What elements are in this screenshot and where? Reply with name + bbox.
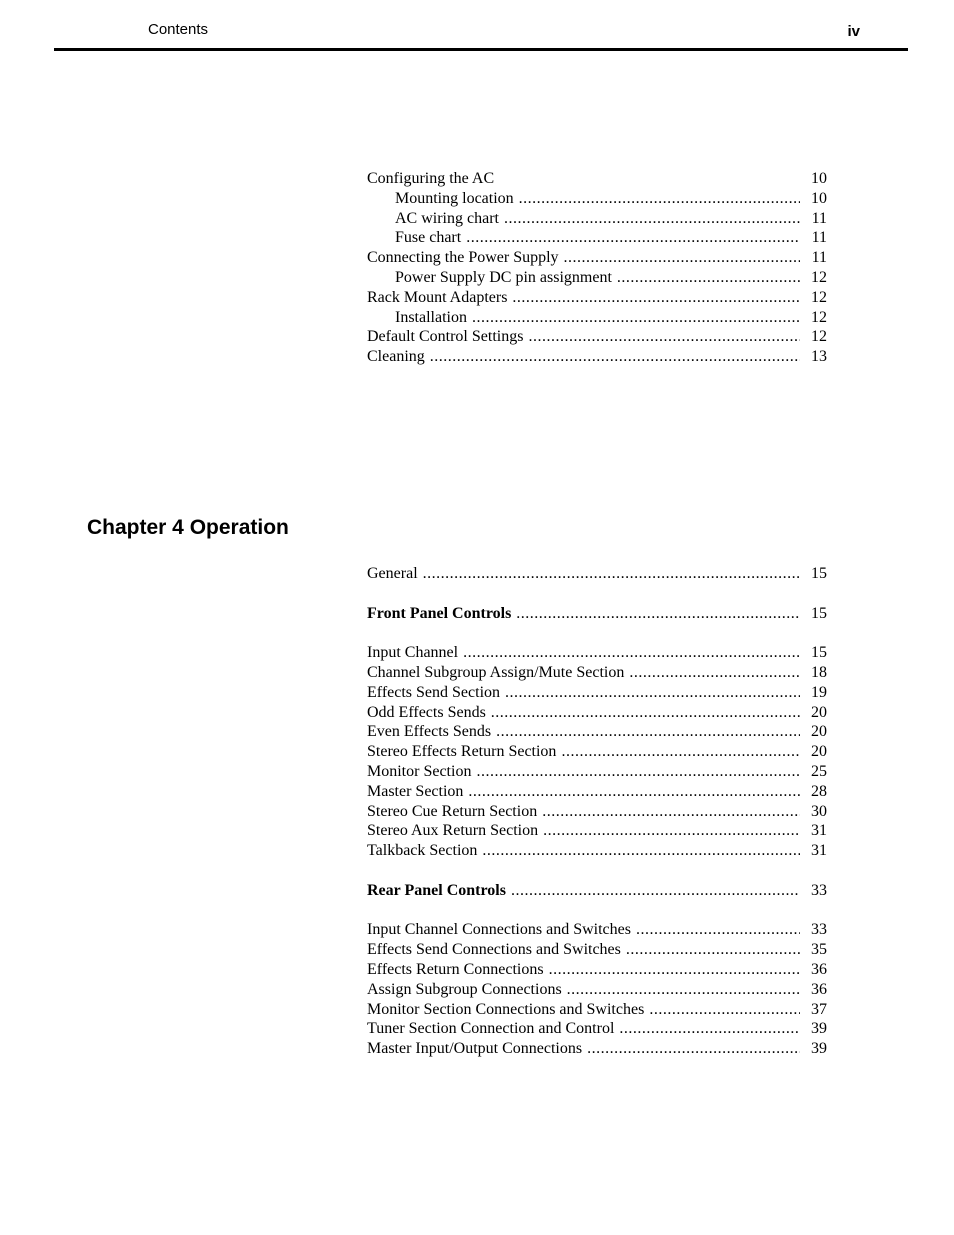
- toc-entry[interactable]: [367, 980, 827, 1000]
- toc-entry-page-number: 10: [811, 189, 827, 207]
- toc-dot-leader: [629, 663, 800, 683]
- toc-entry-title: Tuner Section Connection and Control: [367, 1020, 615, 1038]
- toc-entry[interactable]: [367, 268, 827, 288]
- toc-entry[interactable]: [367, 327, 827, 347]
- toc-entry[interactable]: [367, 920, 827, 940]
- toc-entry-title: AC wiring chart: [395, 209, 499, 227]
- toc-dot-leader: [472, 308, 800, 328]
- toc-entry-page-number: 15: [811, 565, 827, 582]
- toc-entry-page-number: 35: [811, 941, 827, 959]
- toc-entry-title: Even Effects Sends: [367, 723, 492, 741]
- toc-entry[interactable]: [367, 1019, 827, 1039]
- toc-entry[interactable]: [367, 228, 827, 248]
- toc-entry-page-number: 36: [811, 980, 827, 998]
- toc-entry-title: Stereo Effects Return Section: [367, 743, 557, 761]
- toc-entry[interactable]: [367, 169, 827, 189]
- toc-entry[interactable]: [367, 960, 827, 980]
- toc-entry[interactable]: [367, 308, 827, 328]
- toc-entry[interactable]: [367, 940, 827, 960]
- toc-dot-leader: [505, 683, 800, 703]
- toc-entry-page-number: 13: [811, 348, 827, 366]
- toc-entry[interactable]: [367, 703, 827, 723]
- toc-entry-title: Master Section: [367, 782, 464, 800]
- toc-entry-title: General: [367, 565, 418, 582]
- toc-entry-page-number: 39: [811, 1040, 827, 1058]
- toc-entry-page-number: 20: [811, 703, 827, 721]
- toc-entry[interactable]: [367, 821, 827, 841]
- toc-entry[interactable]: [367, 663, 827, 683]
- toc-entry[interactable]: [367, 248, 827, 268]
- toc-entry-title: Front Panel Controls: [367, 604, 512, 622]
- toc-entry[interactable]: [367, 347, 827, 367]
- toc-entry-page-number: 20: [811, 743, 827, 761]
- toc-entry[interactable]: [367, 209, 827, 229]
- toc-entry-title: Power Supply DC pin assignment: [395, 268, 612, 286]
- toc-entry-page-number: 12: [811, 268, 827, 286]
- toc-dot-leader: [549, 960, 800, 980]
- toc-entry[interactable]: [367, 841, 827, 861]
- toc-entry-title: Default Control Settings: [367, 328, 524, 346]
- toc-entry[interactable]: [367, 881, 827, 901]
- toc-dot-leader: [542, 802, 800, 822]
- toc-entry-title: Input Channel: [367, 644, 459, 662]
- toc-entry-title: Monitor Section: [367, 762, 472, 780]
- toc-entry-page-number: 15: [811, 604, 827, 622]
- toc-entry[interactable]: [367, 1000, 827, 1020]
- toc-entry-page-number: 12: [811, 308, 827, 326]
- toc-entry-page-number: 11: [811, 209, 827, 227]
- toc-dot-leader: [504, 209, 800, 229]
- toc-dot-leader: [543, 821, 800, 841]
- toc-dot-leader: [491, 703, 800, 723]
- toc-list-installation: [367, 169, 827, 367]
- toc-dot-leader: [561, 742, 800, 762]
- toc-entry-title: Installation: [395, 308, 467, 326]
- toc-entry-title: Rear Panel Controls: [367, 881, 506, 899]
- toc-entry[interactable]: [367, 189, 827, 209]
- toc-entry[interactable]: [367, 683, 827, 703]
- toc-entry[interactable]: [367, 742, 827, 762]
- toc-entry-title: Cleaning: [367, 348, 425, 366]
- toc-entry-page-number: 18: [811, 663, 827, 681]
- toc-entry-page-number: 11: [811, 229, 827, 247]
- toc-dot-leader: [496, 722, 800, 742]
- toc-entry-title: Mounting location: [395, 189, 514, 207]
- toc-entry-title: Connecting the Power Supply: [367, 249, 559, 267]
- toc-entry-page-number: 12: [811, 288, 827, 306]
- toc-entry-page-number: 11: [811, 249, 827, 267]
- toc-entry-title: Master Input/Output Connections: [367, 1040, 583, 1058]
- toc-dot-leader: [430, 347, 800, 367]
- toc-dot-leader: [511, 881, 800, 901]
- toc-entry-page-number: 37: [811, 1000, 827, 1018]
- toc-entry-page-number: 10: [811, 170, 827, 187]
- toc-dot-leader: [617, 268, 800, 288]
- toc-dot-leader: [468, 782, 800, 802]
- toc-entry-page-number: 28: [811, 782, 827, 800]
- toc-entry-title: Configuring the AC: [367, 170, 495, 187]
- running-header-section: Contents: [148, 21, 209, 38]
- toc-entry-page-number: 33: [811, 921, 827, 939]
- toc-dot-leader: [512, 288, 800, 308]
- toc-entry-page-number: 15: [811, 644, 827, 662]
- toc-entry[interactable]: [367, 782, 827, 802]
- toc-entry-title: Talkback Section: [367, 842, 478, 860]
- toc-entry[interactable]: [367, 604, 827, 624]
- toc-entry-page-number: 39: [811, 1020, 827, 1038]
- toc-entry-page-number: 25: [811, 762, 827, 780]
- toc-entry-title: Monitor Section Connections and Switches: [367, 1000, 645, 1018]
- toc-entry-title: Effects Send Section: [367, 683, 501, 701]
- toc-entry-title: Assign Subgroup Connections: [367, 980, 562, 998]
- toc-dot-leader: [476, 762, 800, 782]
- toc-dot-leader: [649, 1000, 800, 1020]
- toc-entry-page-number: 31: [811, 822, 827, 840]
- toc-entry[interactable]: [367, 643, 827, 663]
- toc-entry-title: Stereo Cue Return Section: [367, 802, 538, 820]
- toc-dot-leader: [636, 920, 800, 940]
- chapter-heading: Chapter 4 Operation: [87, 516, 289, 539]
- toc-entry[interactable]: [367, 802, 827, 822]
- toc-dot-leader: [619, 1019, 800, 1039]
- toc-dot-leader: [519, 189, 800, 209]
- toc-entry-page-number: 20: [811, 723, 827, 741]
- toc-entry[interactable]: [367, 1039, 827, 1059]
- toc-entry-page-number: 19: [811, 683, 827, 701]
- toc-entry-title: Stereo Aux Return Section: [367, 822, 539, 840]
- toc-dot-leader: [567, 980, 800, 1000]
- toc-entry-title: Input Channel Connections and Switches: [367, 921, 631, 939]
- toc-dot-leader: [564, 248, 800, 268]
- toc-entry[interactable]: [367, 722, 827, 742]
- toc-entry-title: Odd Effects Sends: [367, 703, 486, 721]
- toc-entry-page-number: 33: [811, 881, 827, 899]
- header-rule: [54, 48, 908, 51]
- toc-entry-page-number: 12: [811, 328, 827, 346]
- toc-entry-title: Fuse chart: [395, 229, 462, 247]
- toc-entry[interactable]: [367, 564, 827, 584]
- toc-entry-title: Effects Return Connections: [367, 960, 544, 978]
- toc-dot-leader: [626, 940, 800, 960]
- toc-dot-leader: [482, 841, 800, 861]
- toc-dot-leader: [587, 1039, 800, 1059]
- toc-entry[interactable]: [367, 762, 827, 782]
- toc-entry-page-number: 36: [811, 960, 827, 978]
- toc-entry-page-number: 30: [811, 802, 827, 820]
- toc-list-chapter-4: [367, 564, 827, 1059]
- toc-entry-title: Channel Subgroup Assign/Mute Section: [367, 663, 625, 681]
- toc-dot-leader: [466, 228, 800, 248]
- toc-entry-title: Rack Mount Adapters: [367, 288, 508, 306]
- running-header-page-number: iv: [847, 23, 860, 40]
- toc-dot-leader: [463, 643, 800, 663]
- toc-entry[interactable]: [367, 288, 827, 308]
- toc-entry-page-number: 31: [811, 842, 827, 860]
- toc-dot-leader: [516, 604, 800, 624]
- toc-entry-title: Effects Send Connections and Switches: [367, 941, 621, 959]
- toc-dot-leader: [423, 564, 800, 584]
- toc-dot-leader: [528, 327, 800, 347]
